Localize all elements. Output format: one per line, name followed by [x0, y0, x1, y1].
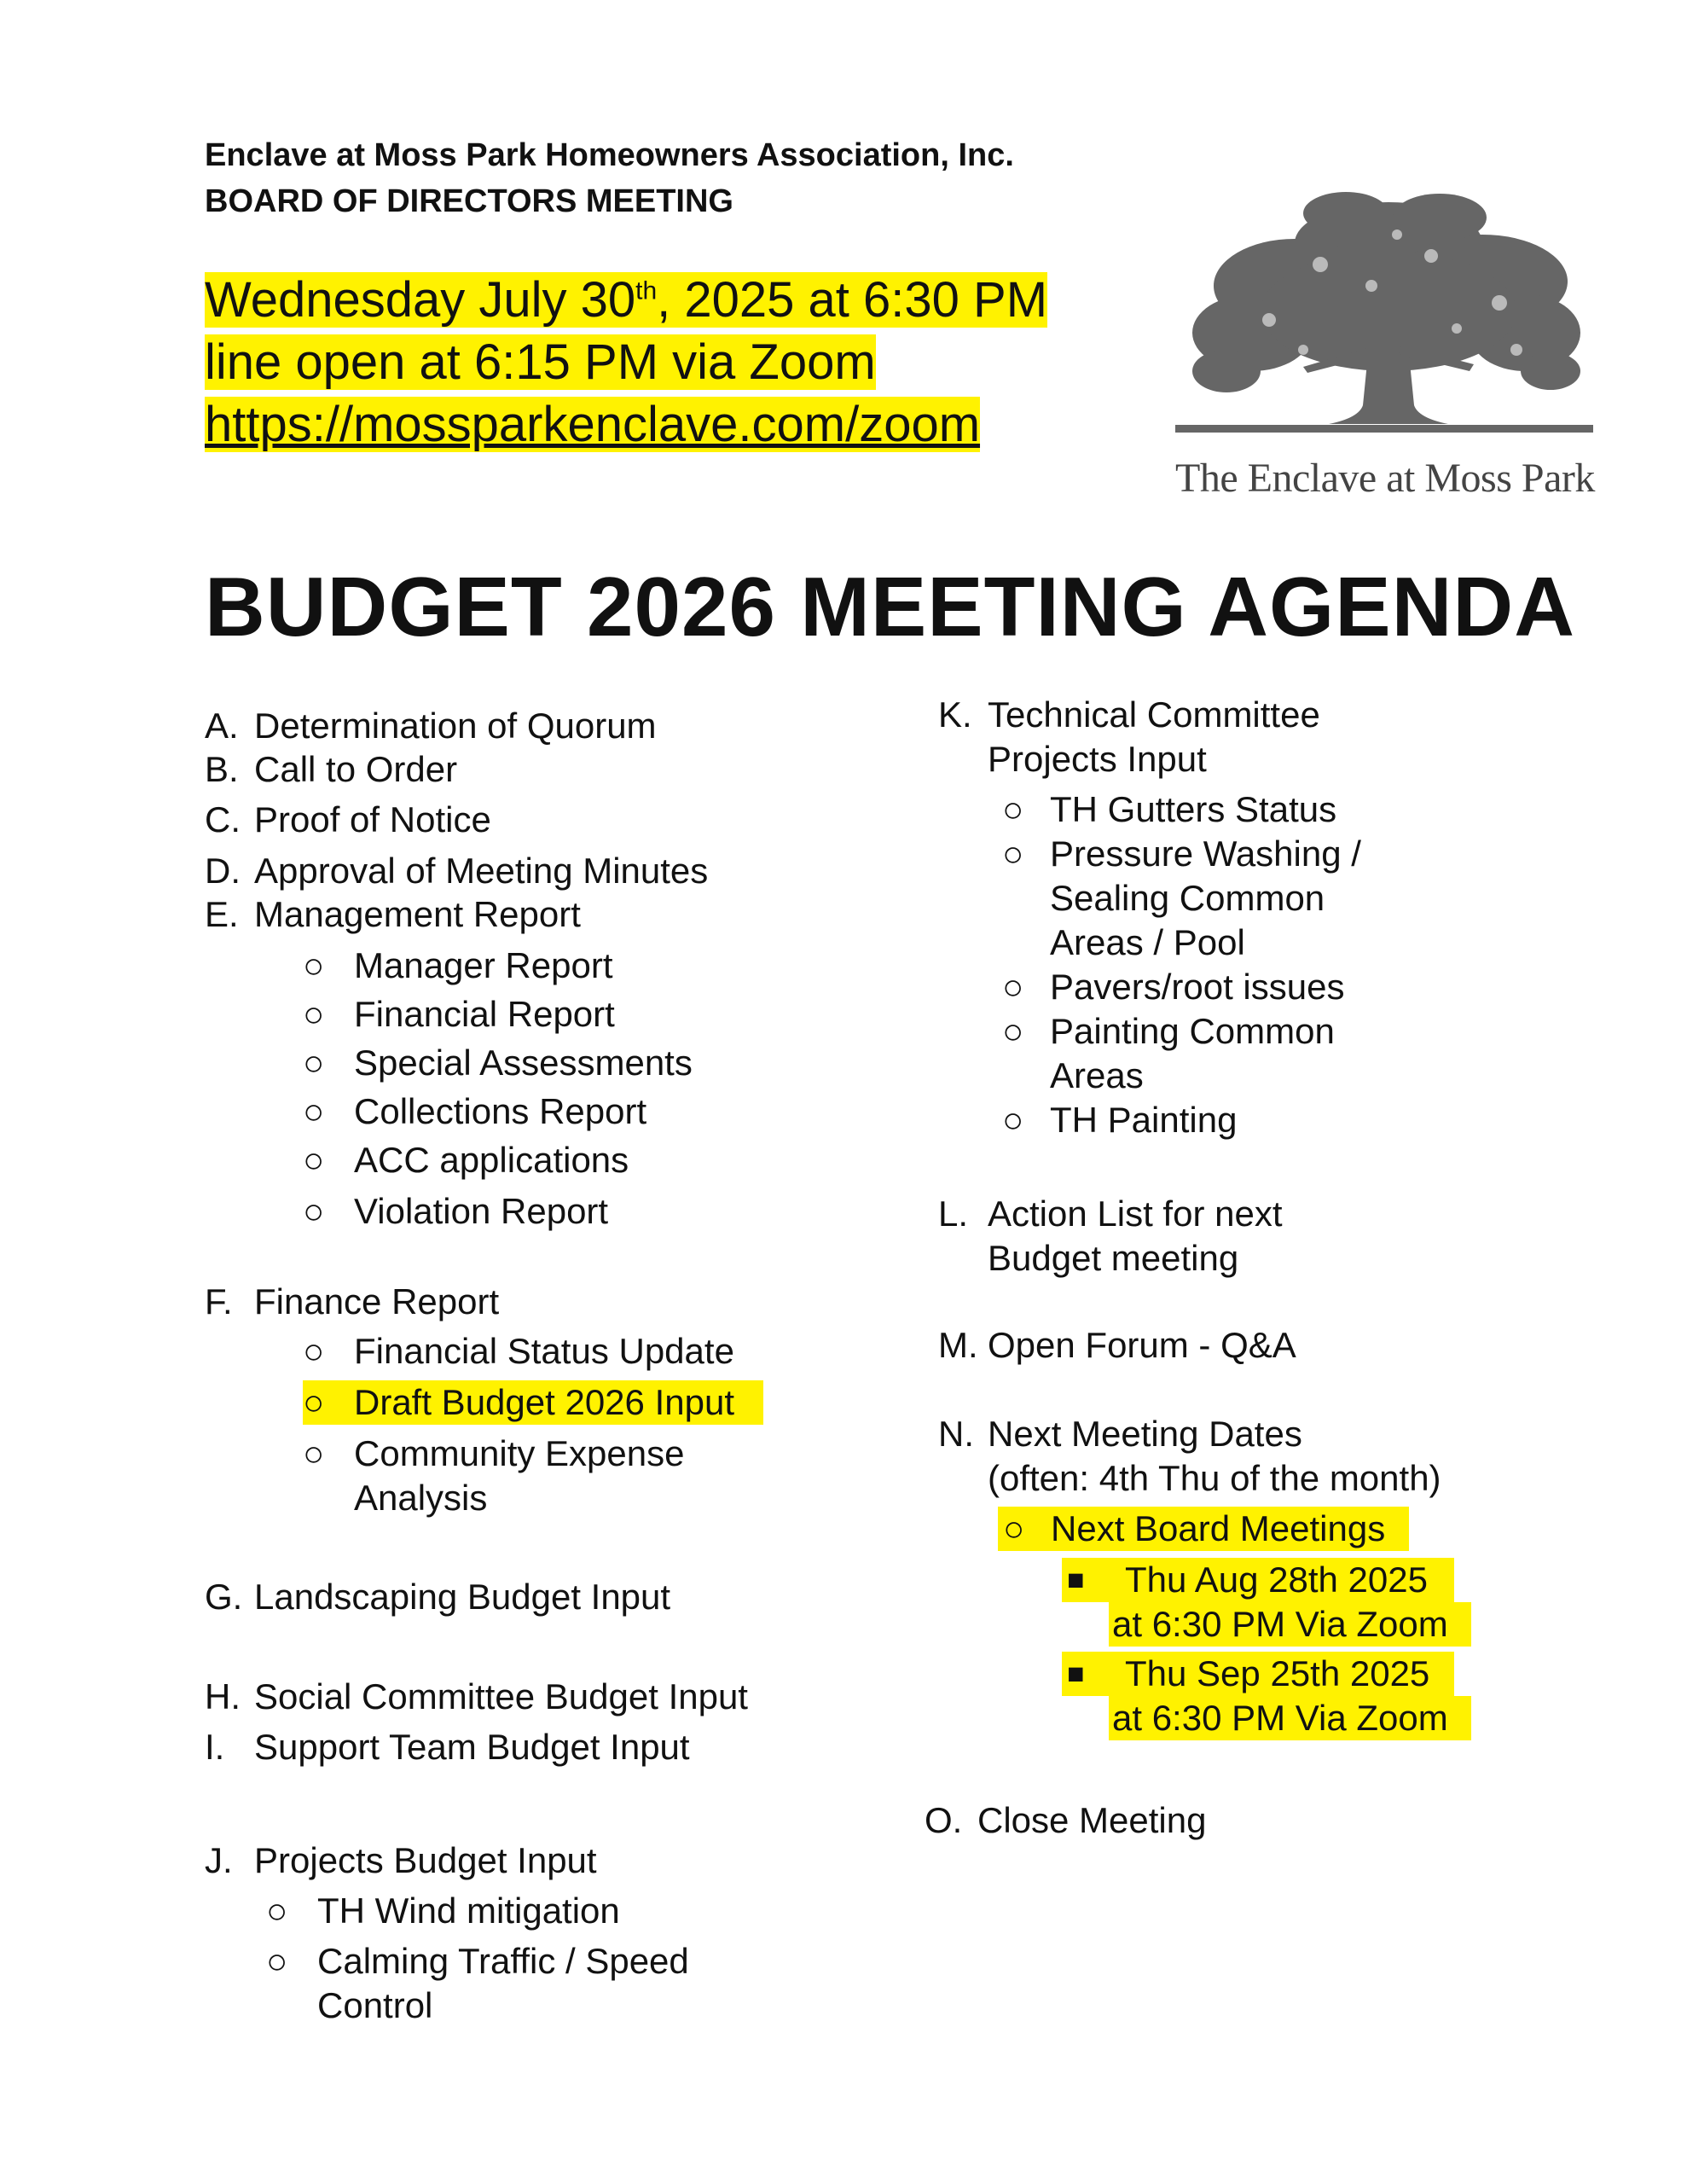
circle-bullet-icon: ○ — [1002, 1100, 1024, 1140]
list-item-highlighted: ○ Next Board Meetings — [998, 1507, 1409, 1551]
circle-bullet-icon: ○ — [1002, 834, 1024, 874]
meeting-date-item-continuation: at 6:30 PM Via Zoom — [1109, 1602, 1471, 1647]
meeting-date: Wednesday July 30 — [205, 272, 636, 328]
meeting-date-item: ■ Thu Sep 25th 2025 — [1062, 1652, 1454, 1696]
circle-bullet-icon: ○ — [303, 1140, 325, 1180]
circle-bullet-icon: ○ — [1002, 789, 1024, 829]
circle-bullet-icon: ○ — [303, 1433, 325, 1473]
line-open-note: line open at 6:15 PM via Zoom — [205, 334, 876, 390]
meeting-type: BOARD OF DIRECTORS MEETING — [205, 183, 733, 219]
zoom-link[interactable]: https://mossparkenclave.com/zoom — [205, 397, 981, 452]
circle-bullet-icon: ○ — [1003, 1508, 1025, 1548]
association-header — [205, 132, 1014, 224]
org-name: Enclave at Moss Park Homeowners Association, Inc. — [205, 137, 1014, 173]
circle-bullet-icon: ○ — [1002, 967, 1024, 1007]
circle-bullet-icon: ○ — [303, 1331, 325, 1371]
square-bullet-icon: ■ — [1067, 1658, 1085, 1690]
date-ordinal: th — [635, 276, 658, 305]
logo-caption: The Enclave at Moss Park — [1175, 456, 1595, 501]
circle-bullet-icon: ○ — [303, 1191, 325, 1231]
circle-bullet-icon: ○ — [303, 1043, 325, 1083]
meeting-date-item-continuation: at 6:30 PM Via Zoom — [1109, 1696, 1471, 1740]
agenda-title: BUDGET 2026 MEETING AGENDA — [205, 560, 1575, 653]
circle-bullet-icon: ○ — [266, 1941, 288, 1981]
circle-bullet-icon: ○ — [303, 994, 325, 1034]
oak-tree-icon — [1175, 183, 1593, 456]
circle-bullet-icon: ○ — [266, 1891, 288, 1931]
list-item-highlighted: ○ Draft Budget 2026 Input — [303, 1380, 763, 1425]
circle-bullet-icon: ○ — [1002, 1011, 1024, 1051]
meeting-datetime-block — [205, 269, 1047, 456]
circle-bullet-icon: ○ — [303, 1091, 325, 1131]
meeting-time: , 2025 at 6:30 PM — [657, 272, 1048, 328]
circle-bullet-icon: ○ — [303, 945, 325, 985]
enclave-logo — [1175, 183, 1593, 508]
square-bullet-icon: ■ — [1067, 1564, 1085, 1596]
meeting-date-item: ■ Thu Aug 28th 2025 — [1062, 1558, 1454, 1602]
circle-bullet-icon: ○ — [303, 1382, 325, 1422]
